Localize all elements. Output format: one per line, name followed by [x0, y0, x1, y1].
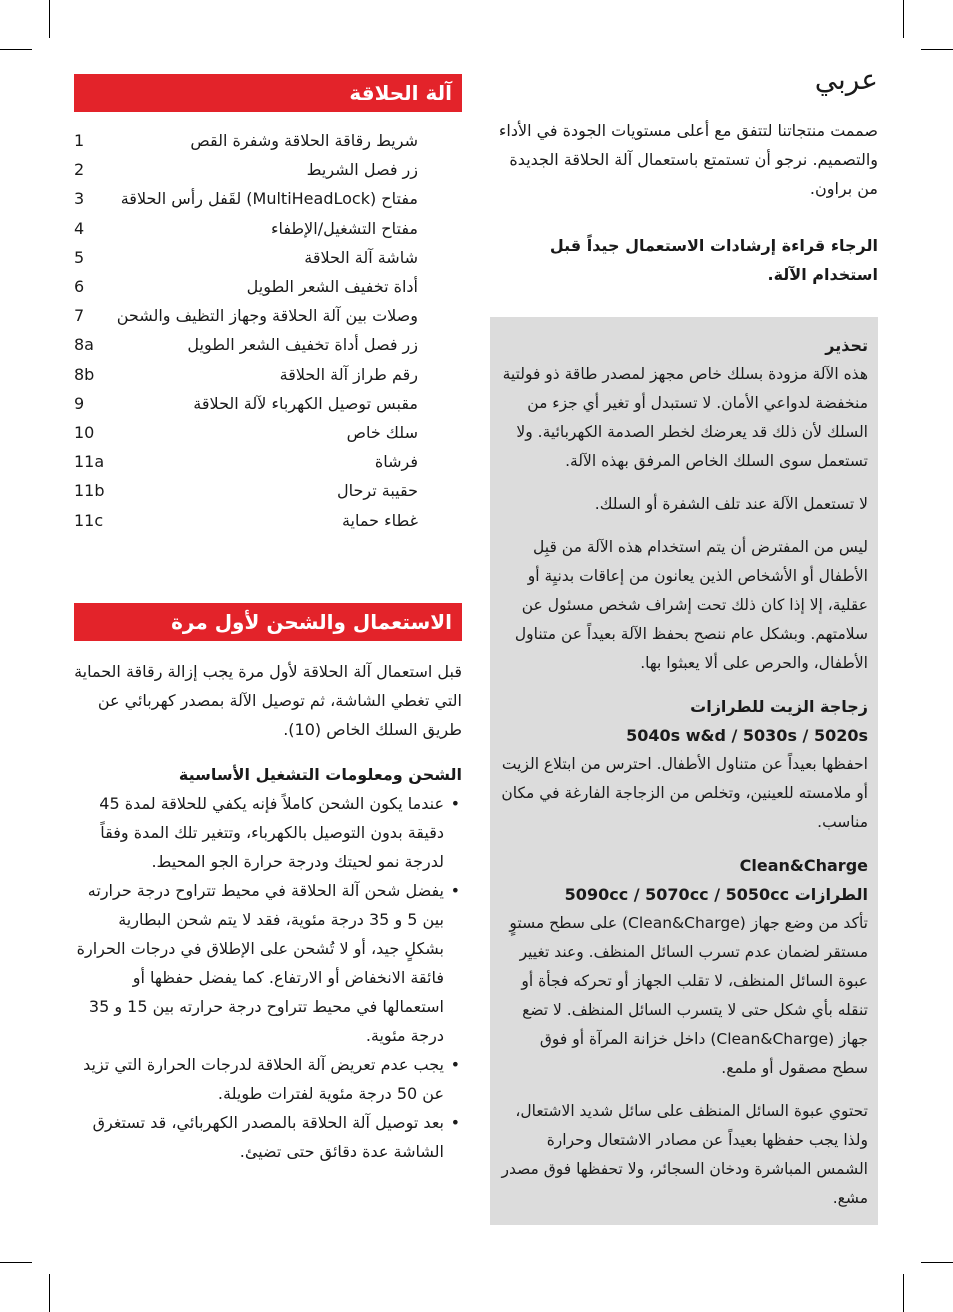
crop-mark: [921, 49, 953, 50]
parts-list-item: [74, 243, 462, 272]
crop-mark: [0, 49, 32, 50]
part-number: 4: [74, 218, 85, 238]
crop-mark: [49, 1274, 50, 1312]
part-label: مفتاح (MultiHeadLock) لقَفل رأس الحلاقة: [120, 189, 418, 209]
part-number: 11b: [74, 481, 105, 501]
parts-heading: آلة الحلاقة: [74, 74, 462, 112]
crop-mark: [903, 1274, 904, 1312]
oil-models: 5040s w&d / 5030s / 5020s: [626, 726, 868, 745]
right-column: [490, 62, 878, 1225]
clean-charge-text: تأكد من وضع جهاز (Clean&Charge) على سطح مستوٍ مستقر لضمان عدم تسرب السائل المنظف. وعند تغيير عبوة السائل المنظف، لا تقلب الجهاز أو تحركه فجأة أو تنقله بأي شكل حتى لا يتسرب السائل المنظف. لا تضع جهاز (Clean&Charge) داخل خزانة المرآة أو فوق سطح مصقول أو ملمع.: [509, 914, 868, 1077]
part-label: غطاء حماية: [341, 510, 418, 530]
part-label: مقبس توصيل الكهرباء لآلة الحلاقة: [193, 393, 418, 413]
first-use-section: [74, 603, 462, 1166]
part-number: 1: [74, 131, 85, 151]
charging-bullet: • بعد توصيل آلة الحلاقة بالمصدر الكهربائي، قد تستغرق الشاشة عدة دقائق حتى تضيئ.: [74, 1108, 444, 1166]
parts-list-item: [74, 214, 462, 243]
part-number: 8b: [74, 364, 95, 384]
part-number: 10: [74, 422, 95, 442]
part-number: 11c: [74, 510, 104, 530]
parts-list-item: [74, 301, 462, 330]
part-number: 11a: [74, 452, 105, 472]
crop-mark: [921, 1262, 953, 1263]
part-label: سلك خاص: [346, 422, 418, 442]
charging-heading: الشحن ومعلومات التشغيل الأساسية: [178, 764, 462, 784]
parts-list-item: [74, 155, 462, 184]
parts-list-item: [74, 126, 462, 155]
parts-list-item: [74, 389, 462, 418]
charging-bullet: • يجب عدم تعريض آلة الحلاقة لدرجات الحرارة التي تزيد عن 50 درجة مئوية لفترات طويلة.: [74, 1050, 444, 1108]
charging-bullet: • عندما يكون الشحن كاملاً فإنه يكفي للحلاقة لمدة 45 دقيقة بدون التوصيل بالكهرباء، وتتغير تلك المدة وفقاً لدرجة نمو لحيتك ودرجة حرارة الجو المحيط.: [74, 789, 444, 876]
parts-list-item: [74, 418, 462, 447]
part-label: أداة تخفيف الشعر الطويل: [246, 277, 418, 297]
parts-list-item: [74, 447, 462, 476]
warning-paragraph: ليس من المفترض أن يتم استخدام هذه الآلة من قبِل الأطفال أو الأشخاص الذين يعانون من إعاقات بدنيِة أو عقلية، إلا إذا كان ذلك تحت إشراف شخص مسئول عن سلامتهم. وبشكل عام ننصح بحفظ الآلة بعيداً عن متناول الأطفال، والحرص على ألا يعبثوا بها.: [514, 538, 868, 672]
clean-charge-text: تحتوي عبوة السائل المنظف على سائل شديد الاشتعال، ولذا يجب حفظها بعيداً عن مصادر الاشتعال وحرارة الشمس المباشرة ودخان السجائر، ولا تحفظها فوق مصدر مشع.: [501, 1102, 868, 1207]
part-label: شريط رقاقة الحلاقة وشفرة القص: [190, 131, 418, 151]
warning-paragraph: هذه الآلة مزودة بسلك خاص مجهز لمصدر طاقة ذو فولتية منخفضة لدواعي الأمان. لا تستبدل أو تغير أي جزء من السلك لأن ذلك قد يعرضك لخطر الصدمة الكهربائية. ولا تستعمل سوى السلك الخاص المرفق بهذه الآلة.: [502, 365, 868, 470]
parts-list: [74, 126, 462, 535]
warning-box: [490, 317, 878, 1225]
part-number: 8a: [74, 335, 94, 355]
instructions-note: الرجاء قراءة إرشادات الاستعمال جيداً قبل استخدام الآلة.: [549, 236, 878, 284]
crop-mark: [0, 1262, 32, 1263]
part-label: شاشة آلة الحلاقة: [304, 247, 418, 267]
first-use-text: قبل استعمال آلة الحلاقة لأول مرة يجب إزالة رقاقة الحماية التي تغطي الشاشة، ثم توصيل الآلة بمصدر كهربائي عن طريق السلك الخاص (10).: [74, 661, 462, 739]
part-label: رقم طراز آلة الحلاقة: [279, 364, 418, 384]
left-column: [74, 74, 462, 1166]
part-number: 5: [74, 247, 85, 267]
part-number: 7: [74, 306, 85, 326]
part-label: فرشاة: [374, 452, 418, 472]
parts-list-item: [74, 184, 462, 213]
warning-heading: تحذير: [825, 336, 868, 355]
first-use-heading: الاستعمال والشحن لأول مرة: [74, 603, 462, 641]
part-label: وصلات بين آلة الحلاقة وجهاز التظيف والشحن: [116, 306, 418, 326]
parts-list-item: [74, 476, 462, 505]
oil-text: احفظها بعيداً عن متناول الأطفال. احترس من ابتلاع الزيت أو ملامسته للعينين، وتخلص من الزجاجة الفارغة في مكان مناسب.: [501, 755, 868, 831]
warning-paragraph: لا تستعمل الآلة عند تلف الشفرة أو السلك.: [594, 495, 868, 513]
parts-list-item: [74, 360, 462, 389]
charging-bullet: • يفضل شحن آلة الحلاقة في محيط تتراوح درجة حرارته بين 5 و 35 درجة مئوية، فقد لا يتم شحن البطارية بشكلٍ جيد، أو لا تُشحن على الإطلاق في درجات الحرارة فائقة الانخفاض أو الارتفاع. كما يفضل حفظها أو استعمالها في محيط تتراوح درجة حرارته بين 15 و 35 درجة مئوية.: [74, 876, 444, 1050]
part-number: 3: [74, 189, 85, 209]
part-label: زر فصل الشريط: [306, 160, 418, 180]
charging-list: [74, 789, 462, 1166]
parts-list-item: [74, 272, 462, 301]
clean-charge-heading: Clean&Charge: [739, 856, 868, 875]
part-label: حقيبة ترحال: [337, 481, 418, 501]
clean-charge-models: الطرازات 5090cc / 5070cc / 5050cc: [564, 885, 868, 904]
part-number: 9: [74, 393, 85, 413]
parts-list-item: [74, 505, 462, 534]
part-number: 6: [74, 277, 85, 297]
language-label: عربي: [814, 63, 878, 96]
oil-heading: زجاجة الزيت للطرازات: [690, 697, 868, 716]
part-label: زر فصل أداة تخفيف الشعر الطويل: [187, 335, 418, 355]
crop-mark: [49, 0, 50, 38]
part-number: 2: [74, 160, 85, 180]
intro-text: صممت منتجاتنا لتتفق مع أعلى مستويات الجودة في الأداء والتصميم. نرجو أن تستمتع باستعمال آلة الحلاقة الجديدة من براون.: [498, 121, 878, 198]
crop-mark: [903, 0, 904, 38]
part-label: مفتاح التشغيل/الإطفاء: [270, 218, 418, 238]
parts-list-item: [74, 330, 462, 359]
